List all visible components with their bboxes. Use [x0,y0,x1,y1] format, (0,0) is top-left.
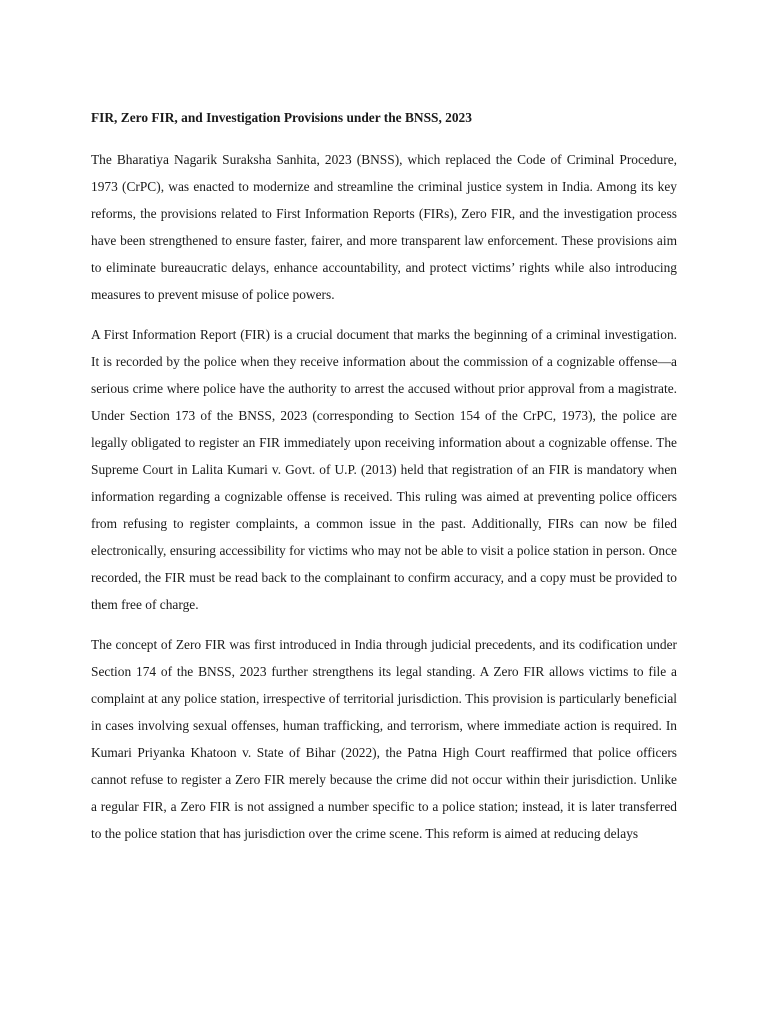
paragraph-bnss-intro: The Bharatiya Nagarik Suraksha Sanhita, 2023 (BNSS), which replaced the Code of Criminal Procedure, 1973 (CrPC), was enacted to modernize and streamline the criminal justice system in India. Among its key reforms, the provisions related to First Information Reports (FIRs), Zero FIR, and the investigation process have been strengthened to ensure faster, fairer, and more transparent law enforcement. These provisions aim to eliminate bureaucratic delays, enhance accountability, and protect victims’ rights while also introducing measures to prevent misuse of police powers. [91,152,677,302]
paragraph-fir: A First Information Report (FIR) is a crucial document that marks the beginning of a criminal investigation. It is recorded by the police when they receive information about the commission of a cognizable offense—a serious crime where police have the authority to arrest the accused without prior approval from a magistrate. Under Section 173 of the BNSS, 2023 (corresponding to Section 154 of the CrPC, 1973), the police are legally obligated to register an FIR immediately upon receiving information about a cognizable offense. The Supreme Court in Lalita Kumari v. Govt. of U.P. (2013) held that registration of an FIR is mandatory when information regarding a cognizable offense is received. This ruling was aimed at preventing police officers from refusing to register complaints, a common issue in the past. Additionally, FIRs can now be filed electronically, ensuring accessibility for victims who may not be able to visit a police station in person. Once recorded, the FIR must be read back to the complainant to confirm accuracy, and a copy must be provided to them free of charge. [91,327,677,612]
document-title: FIR, Zero FIR, and Investigation Provisions under the BNSS, 2023 [91,110,472,125]
paragraph-zero-fir: The concept of Zero FIR was first introduced in India through judicial precedents, and its codification under Section 174 of the BNSS, 2023 further strengthens its legal standing. A Zero FIR allows victims to file a complaint at any police station, irrespective of territorial jurisdiction. This provision is particularly beneficial in cases involving sexual offenses, human trafficking, and terrorism, where immediate action is required. In Kumari Priyanka Khatoon v. State of Bihar (2022), the Patna High Court reaffirmed that police officers cannot refuse to register a Zero FIR merely because the crime did not occur within their jurisdiction. Unlike a regular FIR, a Zero FIR is not assigned a number specific to a police station; instead, it is later transferred to the police station that has jurisdiction over the crime scene. This reform is aimed at reducing delays [91,637,677,841]
document-page [91,108,677,862]
